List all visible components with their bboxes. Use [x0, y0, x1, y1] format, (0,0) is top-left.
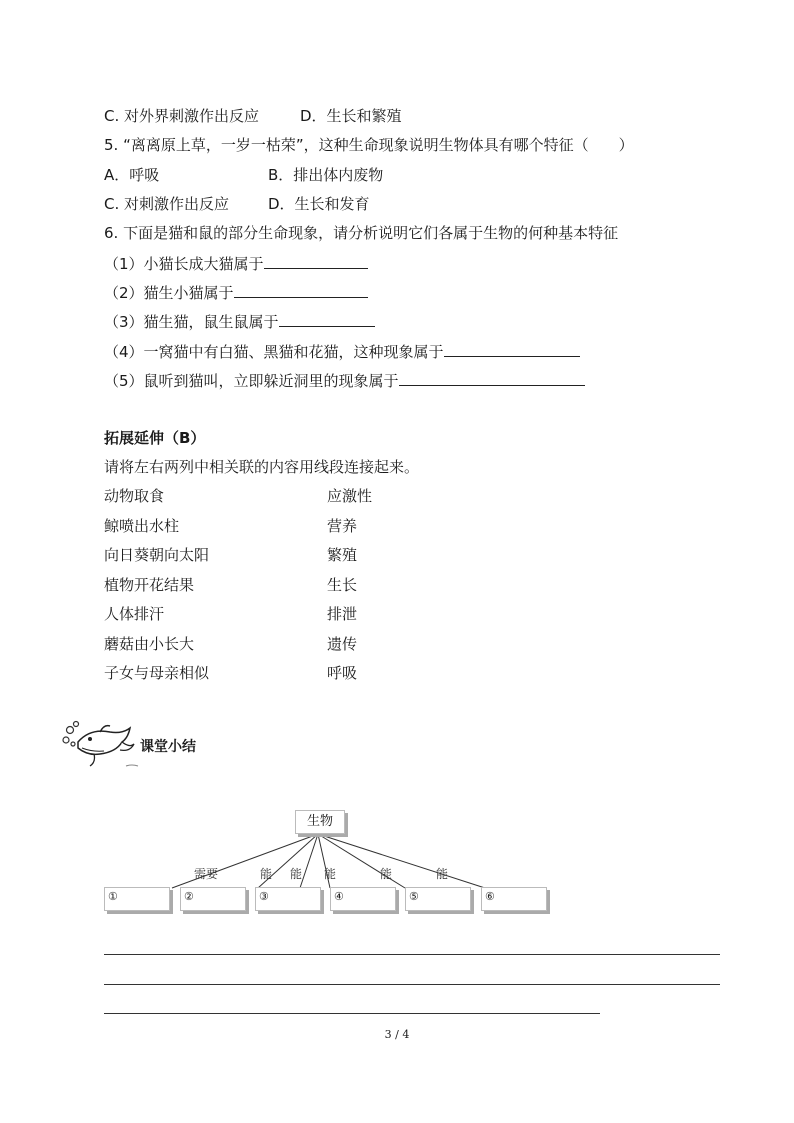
q6-item-text: （1）小猫长成大猫属于 [104, 255, 264, 273]
q5-option-d: D．生长和发育 [268, 195, 370, 213]
branch-label: 能 [324, 867, 337, 881]
right-item: 繁殖 [327, 546, 358, 564]
writing-line[interactable] [104, 954, 720, 955]
branch-label: 需要 [194, 867, 219, 881]
branch-label: 能 [260, 867, 273, 881]
right-item: 遗传 [327, 635, 358, 653]
left-item: 植物开花结果 [104, 576, 195, 594]
q5-stem: 5. “离离原上草，一岁一枯荣”，这种生命现象说明生物体具有哪个特征（ ） [104, 136, 634, 154]
left-item: 向日葵朝向太阳 [104, 546, 210, 564]
answer-box-4[interactable]: ④ [330, 887, 396, 911]
branch-label: 能 [290, 867, 303, 881]
q4-option-c: C. 对外界刺激作出反应 [104, 107, 260, 125]
left-item: 蘑菇由小长大 [104, 635, 195, 653]
q6-item-text: （3）猫生猫，鼠生鼠属于 [104, 313, 279, 331]
answer-box-2[interactable]: ② [180, 887, 246, 911]
q5-option-c: C. 对刺激作出反应 [104, 195, 230, 213]
q6-stem: 6. 下面是猫和鼠的部分生命现象，请分析说明它们各属于生物的何种基本特征 [104, 224, 619, 242]
answer-box-1[interactable]: ① [104, 887, 170, 911]
left-item: 人体排汗 [104, 605, 165, 623]
page-number: 3 / 4 [384, 1028, 410, 1041]
left-item: 动物取食 [104, 487, 165, 505]
q4-option-d: D．生长和繁殖 [300, 107, 402, 125]
extension-title: 拓展延伸（B） [104, 429, 206, 447]
branch-label: 能 [380, 867, 393, 881]
answer-box-5[interactable]: ⑤ [405, 887, 471, 911]
right-item: 应激性 [327, 487, 373, 505]
q6-item-text: （5）鼠听到猫叫，立即躲近洞里的现象属于 [104, 372, 399, 390]
root-node-box: 生物 [295, 810, 345, 834]
q6-item-text: （2）猫生小猫属于 [104, 284, 234, 302]
q5-option-b: B．排出体内废物 [268, 166, 384, 184]
answer-box-6[interactable]: ⑥ [481, 887, 547, 911]
branch-label: 能 [436, 867, 449, 881]
right-item: 排泄 [327, 605, 358, 623]
writing-line[interactable] [104, 1013, 600, 1014]
extension-instruction: 请将左右两列中相关联的内容用线段连接起来。 [104, 458, 420, 476]
left-item: 子女与母亲相似 [104, 664, 210, 682]
left-item: 鲸喷出水柱 [104, 517, 180, 535]
right-item: 呼吸 [327, 664, 358, 682]
right-item: 生长 [327, 576, 358, 594]
q5-option-a: A．呼吸 [104, 166, 160, 184]
q6-item-text: （4）一窝猫中有白猫、黑猫和花猫，这种现象属于 [104, 343, 444, 361]
writing-line[interactable] [104, 984, 720, 985]
summary-title: 课堂小结 [140, 739, 196, 755]
answer-box-3[interactable]: ③ [255, 887, 321, 911]
right-item: 营养 [327, 517, 358, 535]
